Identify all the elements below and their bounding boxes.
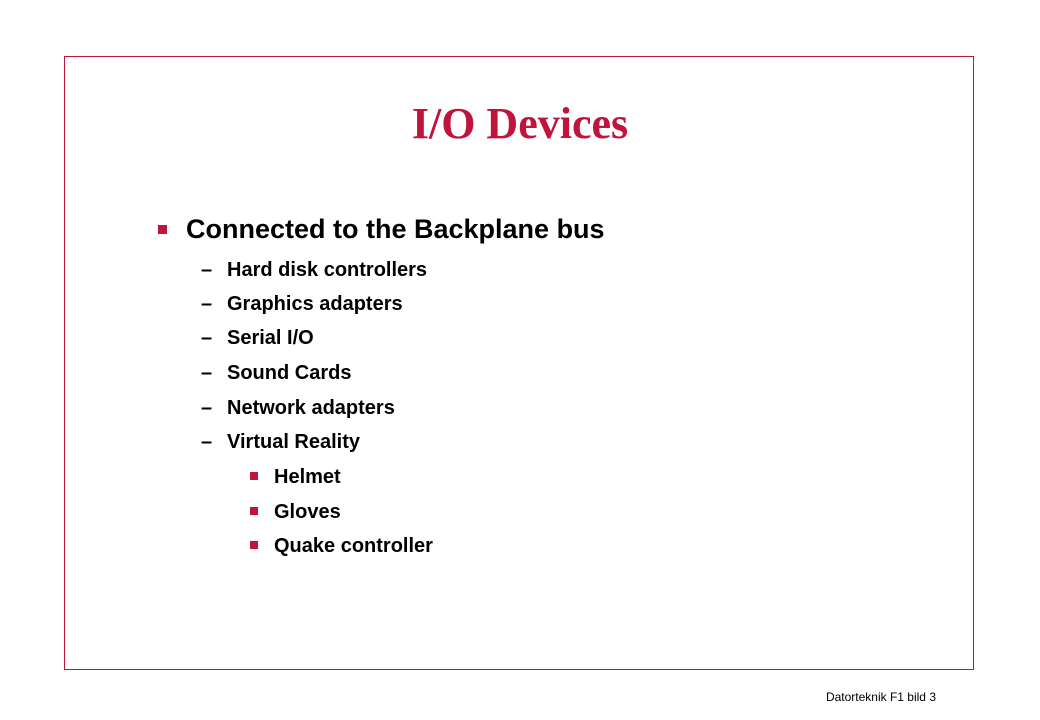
list-item: Virtual Reality — [227, 431, 361, 453]
dash-marker: – — [201, 362, 213, 384]
square-bullet-icon — [250, 541, 258, 549]
dash-marker: – — [201, 259, 213, 281]
list-item: Sound Cards — [227, 362, 352, 384]
list-item: Quake controller — [274, 535, 433, 557]
slide-title: I/O Devices — [411, 99, 629, 148]
list-item: Network adapters — [227, 397, 395, 419]
list-item: Serial I/O — [227, 327, 314, 349]
list-item: Graphics adapters — [227, 293, 403, 315]
square-bullet-icon — [250, 472, 258, 480]
dash-marker: – — [201, 293, 213, 315]
list-item: Hard disk controllers — [227, 259, 428, 281]
list-item: Gloves — [274, 501, 341, 523]
slide-footer: Datorteknik F1 bild 3 — [825, 690, 936, 704]
dash-marker: – — [201, 327, 213, 349]
dash-marker: – — [201, 397, 213, 419]
square-bullet-icon — [158, 225, 167, 234]
main-bullet-text: Connected to the Backplane bus — [186, 214, 605, 244]
dash-marker: – — [201, 431, 213, 453]
list-item: Helmet — [274, 466, 341, 488]
square-bullet-icon — [250, 507, 258, 515]
